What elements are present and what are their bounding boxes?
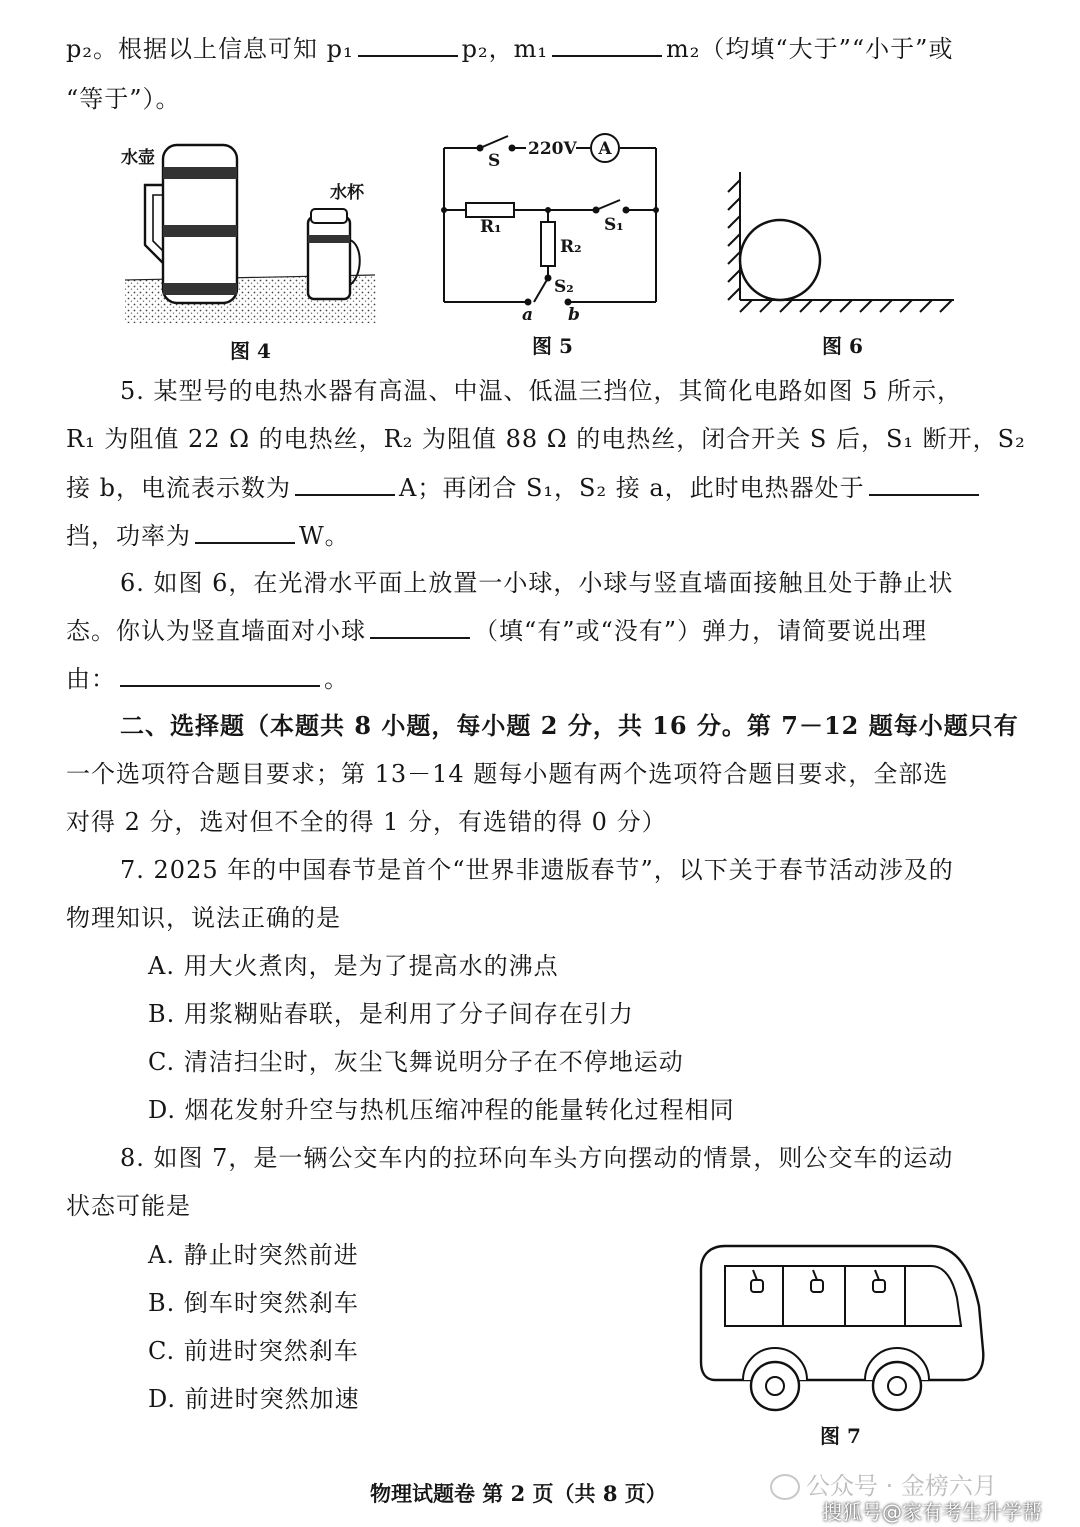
q6-text-a: 态。你认为竖直墙面对小球 — [66, 617, 366, 645]
resistor-r1 — [466, 203, 514, 217]
figure-6 — [722, 168, 962, 318]
q5-text-c: 挡，功率为 — [66, 522, 191, 550]
r2-label: R₂ — [560, 237, 582, 257]
answer-blank — [869, 472, 979, 496]
sohu-watermark: 搜狐号@家有考生升学帮 — [822, 1500, 1042, 1524]
page-footer: 物理试题卷 第 2 页（共 8 页） — [370, 1481, 667, 1506]
q6-text-d: 。 — [324, 665, 349, 693]
q5-line-2: R₁ 为阻值 22 Ω 的电热丝，R₂ 为阻值 88 Ω 的电热丝，闭合开关 S 后，S₁ 断开，S₂ — [66, 425, 1026, 453]
ammeter-label: A — [598, 139, 612, 159]
section-2-line-2: 一个选项符合题目要求；第 13－14 题每小题有两个选项符合题目要求，全部选 — [66, 760, 949, 788]
figure-7-caption: 图 7 — [820, 1424, 861, 1448]
bus-wheel — [751, 1362, 799, 1410]
q6-line-3 — [66, 663, 349, 694]
switch-s-label: S — [488, 151, 501, 171]
bus-windows — [725, 1266, 961, 1326]
q8-option-d: D. 前进时突然加速 — [148, 1385, 360, 1413]
floor — [740, 300, 952, 312]
q8-stem-2: 状态可能是 — [66, 1192, 191, 1220]
s2-label: S₂ — [554, 277, 574, 297]
ball — [740, 220, 820, 300]
q8-option-c: C. 前进时突然刹车 — [148, 1337, 359, 1365]
q6-text-b: （填“有”或“没有”）弹力，请简要说出理 — [474, 617, 928, 645]
figure-5 — [430, 128, 675, 323]
figure-7 — [695, 1240, 995, 1415]
q8-option-b: B. 倒车时突然刹车 — [148, 1289, 359, 1317]
cup-label: 水杯 — [330, 183, 364, 203]
q7-stem-2: 物理知识，说法正确的是 — [66, 904, 341, 932]
q6-line-2 — [66, 615, 927, 646]
q4-text-c: m₂（均填“大于”“小于”或 — [665, 35, 954, 63]
contact-a-label: a — [522, 305, 534, 323]
q8-stem-1: 8. 如图 7，是一辆公交车内的拉环向车头方向摆动的情景，则公交车的运动 — [120, 1144, 954, 1172]
figure-4-caption: 图 4 — [230, 339, 271, 363]
q5-line-3 — [66, 472, 983, 503]
section-2-line-1: 二、选择题（本题共 8 小题，每小题 2 分，共 16 分。第 7－12 题每小题只有 — [120, 711, 1019, 740]
q4-text-b: p₂，m₁ — [461, 35, 548, 63]
figure-6-caption: 图 6 — [822, 334, 863, 358]
q5-line-4 — [66, 520, 350, 551]
q6-text-c: 由： — [66, 665, 116, 693]
q7-option-c: C. 清洁扫尘时，灰尘飞舞说明分子在不停地运动 — [148, 1048, 684, 1076]
s1-label: S₁ — [604, 215, 624, 235]
q5-text-a: 接 b，电流表示数为 — [66, 474, 291, 502]
answer-blank — [370, 615, 470, 639]
figure-4 — [115, 135, 385, 325]
answer-blank — [358, 33, 458, 57]
bus-wheel — [873, 1362, 921, 1410]
wechat-icon — [770, 1474, 800, 1500]
q8-option-a: A. 静止时突然前进 — [148, 1241, 359, 1269]
resistor-r2 — [541, 222, 555, 266]
figure-5-caption: 图 5 — [532, 334, 573, 358]
q4-text-a: p₂。根据以上信息可知 p₁ — [66, 35, 354, 63]
q7-option-d: D. 烟花发射升空与热机压缩冲程的能量转化过程相同 — [148, 1096, 735, 1124]
section-2-line-3: 对得 2 分，选对但不全的得 1 分，有选错的得 0 分） — [66, 808, 667, 836]
q7-option-a: A. 用大火煮肉，是为了提高水的沸点 — [148, 952, 559, 980]
answer-blank — [295, 472, 395, 496]
q4-line-2: “等于”）。 — [66, 85, 181, 113]
q5-text-b: A；再闭合 S₁，S₂ 接 a，此时电热器处于 — [399, 474, 865, 502]
answer-blank — [195, 520, 295, 544]
q4-line-1 — [66, 33, 953, 64]
answer-blank — [552, 33, 662, 57]
circuit-wires — [444, 136, 656, 305]
contact-b-label: b — [568, 305, 580, 323]
q7-stem-1: 7. 2025 年的中国春节是首个“世界非遗版春节”，以下关于春节活动涉及的 — [120, 856, 954, 884]
wechat-watermark-text: 公众号 · 金榜六月 — [806, 1472, 997, 1500]
voltage-label: 220V — [528, 139, 577, 159]
r1-label: R₁ — [480, 217, 502, 237]
q5-text-d: W。 — [299, 522, 350, 550]
q7-option-b: B. 用浆糊贴春联，是利用了分子间存在引力 — [148, 1000, 634, 1028]
kettle-label: 水壶 — [121, 148, 155, 168]
answer-blank — [120, 663, 320, 687]
q6-line-1: 6. 如图 6，在光滑水平面上放置一小球，小球与竖直墙面接触且处于静止状 — [120, 569, 954, 597]
q5-line-1: 5. 某型号的电热水器有高温、中温、低温三挡位，其简化电路如图 5 所示， — [120, 377, 963, 405]
